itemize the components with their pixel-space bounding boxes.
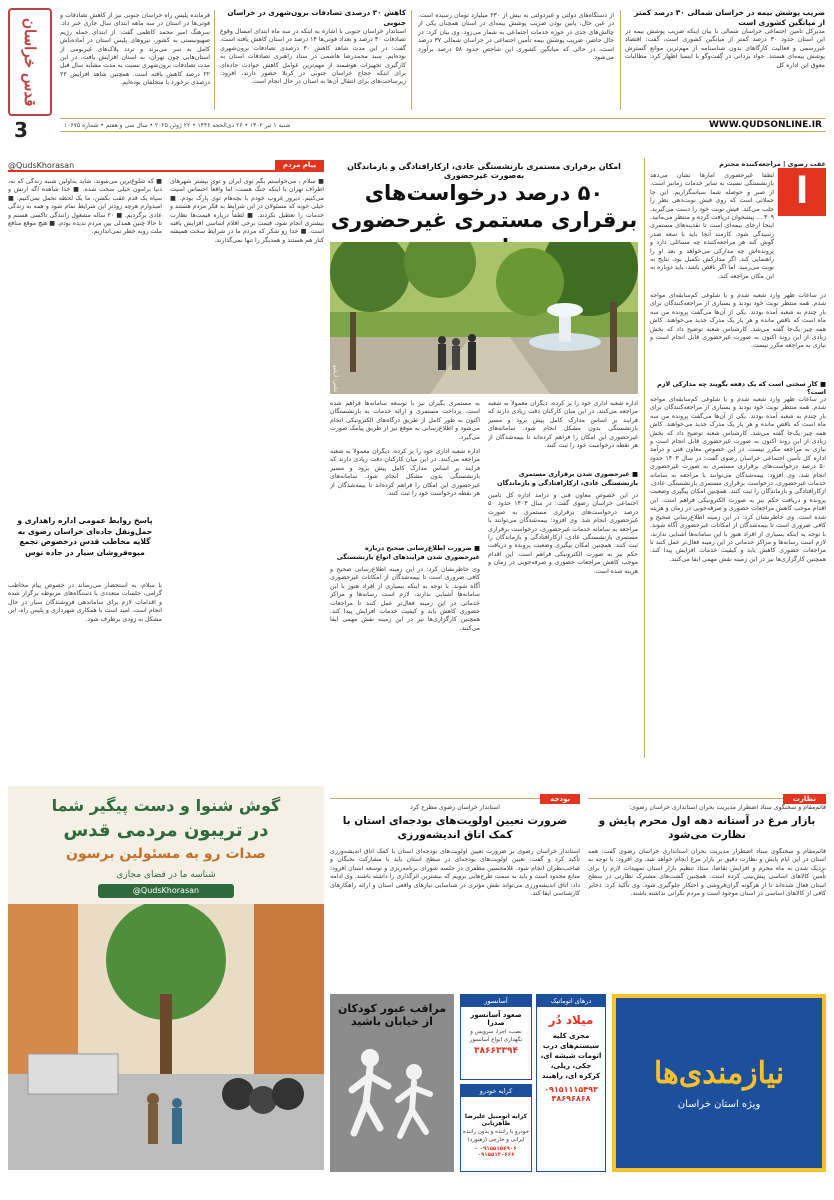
- door-ad-name: میلاد دُر: [548, 1013, 594, 1027]
- top-article-3-title: کاهش ۳۰ درصدی تصادفات برون‌شهری در خراسان جنوبی: [227, 8, 406, 27]
- door-ad: [536, 994, 606, 1172]
- masthead-logo: [8, 8, 52, 116]
- nezarat-body: قائم‌مقام و سخنگوی ستاد اضطرار مدیریت بحران استانداری خراسان رضوی گفت: همه استان در این ایام پایش و نظارت دقیق بر بازار مرغ انجام خواهد شد. وی افزود: با توجه به نزدیک شدن به ماه محرم و افزایش تقاضا، ستاد تنظیم بازار استان تمهیدات لازم را برای تأمین کالاهای اساسی پیش‌بینی کرده است. همچنین گشت‌های مشترک نظارتی در سطح استان فعال شده‌اند تا از هرگونه گران‌فروشی و احتکار جلوگیری شود. وی تأکید کرد: ذخایر کافی از کالاهای اساسی در استان موجود است و مردم نگرانی نداشته باشند.: [588, 848, 826, 898]
- budget-kicker: استاندار خراسان رضوی مطرح کرد: [410, 804, 500, 811]
- budget-headline: ضرورت تعیین اولویت‌های بودجه‌ای استان با کمک اتاق اندیشه‌ورزی: [342, 815, 568, 841]
- promo-line1: گوش شنوا و دست پیگیر شما: [51, 796, 281, 815]
- promo-handle[interactable]: @QudsKhorasan: [98, 884, 234, 898]
- niazmandiha-ad: [612, 994, 826, 1172]
- children-crossing-ad: [330, 994, 454, 1172]
- car-ad-desc: خودرو با راننده و بدون راننده ایرانی و خارجی (رهنورد): [462, 1129, 529, 1143]
- lead-headline: ۵۰ درصد درخواست‌های برقراری مستمری غیرحضوری: [330, 181, 638, 232]
- people-col-right: ■ سلام ، می‌خواستم بگم توی ایران و توی بیشتر شهرهای اطراف تهران یا اینکه جنگ هست، اما واقعاً احساس امنیت می‌کنیم. دیروز غروب خودم با بچه‌هام توی پارک بودم. ■ خیلی خوبه که مسئولان در این شرایط به فکر مردم هستند و خدمات را تعطیل نکردند. ■ لطفاً درباره قیمت‌ها نظارت بیشتری انجام شود، قیمت برخی اقلام اساسی افزایش یافته است. ■ خدا رو شکر که مردم ما در شرایط سخت همیشه کنار هم هستند و همدیگر را تنها نمی‌گذارند.: [170, 178, 324, 244]
- car-ad-name: کرایه اتومبیل علیرضا طاهریانی: [464, 1113, 528, 1127]
- elevator-ad-desc: نصب، اجرا، سرویس و نگهداری انواع آسانسور: [469, 1029, 523, 1043]
- lead-byline: غفت رضوی | مراجعه‌کننده محترم: [719, 160, 826, 168]
- door-ad-label: درهای اتوماتیک: [537, 995, 605, 1007]
- people-column-handle[interactable]: @QudsKhorasan: [8, 161, 75, 170]
- lead-col1-text-cont: در ساعات ظهر وارد شعبه شدم و با شلوغی کم‌سابقه‌ای مواجه شدم. همه منتظر نوبت خود بودند و بسیاری از مراجعه‌کنندگان برای بار چندم به شعبه آمده بودند. یکی از آن‌ها می‌گفت پرونده من سه ماه است که ناقص مانده و هر بار یک مدرک جدید می‌خواهند. کاش همه چیز یک‌جا گفته می‌شد. کارشناس شعبه توضیح داد که بخش زیادی از این روند اکنون به صورت غیرحضوری قابل انجام است و نیازی به مراجعه مکرر نیست.: [650, 292, 826, 350]
- nezarat-section-bar: [588, 786, 826, 803]
- logo-text: قدس خراسان: [21, 17, 39, 107]
- promo-banner: [8, 786, 324, 1170]
- top-article-4-body: فرمانده پلیس راه خراسان جنوبی نیز از کاهش تصادفات و فوتی‌ها در استان در سه ماهه ابتدای سال جاری خبر داد. سرهنگ امیر محمد کاظمی گفت: از ابتدای حمله رژیم صهیونیستی به کشور، نیروهای پلیس استان در آماده‌باش کامل به سر می‌برند و تردد پلاک‌های غیربومی از استان‌هایی چون تهران، به استان افزایش یافت، در این مدت تصادفات برون‌شهری نسبت به مدت مشابه سال قبل ۲۲ درصد کاهش یافته است. همچنین شاهد افزایش ۲۲ درصدی برخورد با متخلفان بوده‌ایم.: [60, 12, 210, 87]
- top-article-3-body: استاندار خراسان جنوبی با اشاره به اینکه در سه ماه ابتدای امسال وقوع تصادفات ۳۰ درصد و تعداد فوتی‌ها ۱۴ درصد در استان کاهش یافته است، گفت: در این مدت شاهد کاهش ۳۰ درصدی تصادفات برون‌شهری بوده‌ایم. سید محمدرضا هاشمی در ستاد راهبری تصادفات استان به کارگیری تجهیزات هوشمند از مهم‌ترین عوامل کاهش حوادث جاده‌ای برای اینکه حجاج خراسان جنوبی در کربلا حضور دارند، افزود: زیرساخت‌های برای انتقال آن‌ها به استان در حال انجام است.: [220, 28, 406, 86]
- niazmandiha-sub: ویژه استان خراسان: [677, 1099, 761, 1110]
- top-article-2: [418, 12, 614, 112]
- lead-col1-text: لطفاً غیرحضوری آمارها نشان می‌دهد بازنشستگی نسبت به سایر خدمات زمانبر است. از صبر و حوصله شما سپاسگزاریم. این جا جملاتی است که روی فیش نوبت‌دهی نظر را جلب می‌کند. فیش نوبت خود را دست می‌گیرید، ۳۰۹ ... پیشخوان دریافت کرده و منتظر می‌مانید. اینجا ارجای بیمه‌ای است تا نقدینه‌های مستمری رسیدگی شود. کارمند آنجا باید با سعه صدر گوش کند هر مراجعه‌کننده چه مسائلی دارد و پرونده‌اش چه مدارکی می‌خواهد و بعد او را راهنمایی کند. اگر مدارکش تکمیل بود، نتایج به نوبت می‌رسد. اما اگر ناقص باشد، باید دوباره به این مکان مراجعه کند.: [650, 172, 774, 280]
- top-article-4: [60, 12, 210, 112]
- people-column-header: [8, 158, 324, 172]
- lead-col2-text: اداره شعبه اداری خود را پر کرده، دیگران معمولاً به شعبه مراجعه می‌کنند. در این میان کارکنان دقت زیادی دارند که فرایند بر اساس مدارک کامل پیش برود و مسیر بازنشستگی بدون مشکل انجام شود. سامانه‌های غیرحضوری این امکان را فراهم کرده‌اند تا بیمه‌شدگان از هر نقطه درخواست خود را ثبت کنند.: [488, 400, 638, 450]
- page-number: 3: [14, 118, 28, 142]
- kids-ad-line1: مراقب عبور کودکان: [337, 1002, 447, 1015]
- lead-col3-subhead: ■ ضرورت اطلاع‌رسانی صحیح درباره غیرحضوری شدن فرایندهای انواع بازنشستگی: [336, 544, 480, 561]
- door-ad-phone1[interactable]: ۰۹۱۵۱۱۱۵۴۹۳: [544, 1085, 598, 1094]
- nezarat-section-label: نظارت: [783, 794, 826, 804]
- dateline-bar: [60, 118, 826, 132]
- nezarat-kicker: قائم‌مقام و سخنگوی ستاد اضطرار مدیریت بحران استانداری خراسان رضوی:: [629, 804, 826, 811]
- photo-credit: عکس: آرشیو: [332, 364, 338, 392]
- lead-drop-letter: ا: [778, 168, 826, 216]
- car-ad-label: کرایه خودرو: [461, 1085, 531, 1097]
- top-article-1-title: ضریب پوشش بیمه در خراسان شمالی ۳۰ درصد کمتر از میانگین کشوری است: [634, 8, 825, 27]
- lead-col2-subhead: ■ غیرحضوری شدن برقراری مستمری بازنشستگی عادی، ازکارافتادگی و بازماندگان: [497, 470, 638, 487]
- people-column-label: پیام مردم: [275, 160, 324, 170]
- promo-line2: در تریبون مردمی قدس: [63, 820, 269, 841]
- lead-col2-text-b: در این خصوص معاون فنی و درآمد اداره کل تأمین اجتماعی خراسان رضوی گفت: در سال ۱۴۰۳ حدود ۵۰ درصد درخواست‌های برقراری مستمری به صورت غیرحضوری انجام شد. وی افزود: بیمه‌شدگان می‌توانند با مراجعه به سامانه خدمات غیرحضوری، درخواست برقراری مستمری بازنشستگی عادی، ازکارافتادگی و بازماندگان را ثبت کنند. همچنین امکان پیگیری وضعیت پرونده و دریافت حکم نیز به صورت الکترونیکی فراهم است. این اقدام موجب کاهش مراجعات حضوری و صرفه‌جویی در زمان و هزینه شده است.: [488, 492, 638, 575]
- elevator-ad-label: آسانسور: [461, 995, 531, 1007]
- promo-street-illustration: [8, 904, 324, 1170]
- top-article-2-body: از دستگاه‌های دولتی و غیردولتی به بیش از ۲۳۰ میلیارد تومان رسیده است. در عین حال، پایین بودن ضریب پوشش بیمه‌ای در استان همچنان یکی از چالش‌های جدی در حوزه خدمات اجتماعی به شمار می‌رود. وی بیان کرد: در حال حاضر، ضریب پوشش بیمه تأمین اجتماعی در خراسان شمالی ۳۷ درصد است، در حالی که میانگین کشوری این شاخص حدود ۵۸ درصد برآورد می‌شود.: [418, 12, 614, 62]
- promo-line4: شناسه ما در فضای مجازی: [116, 870, 216, 880]
- lead-col3-text-b: وی خاطرنشان کرد: در این زمینه اطلاع‌رسانی صحیح و کافی ضروری است تا بیمه‌شدگان از امکانات غیرحضوری آگاه شوند. با توجه به اینکه بسیاری از افراد هنوز با این سامانه‌ها آشنایی ندارند، لازم است رسانه‌ها و مراکز خدماتی در این زمینه فعال‌تر عمل کنند تا مراجعات حضوری کاهش یابد و کیفیت خدمات افزایش پیدا کند. همچنین کارگزاری‌ها نیز در این زمینه نقش مهمی ایفا می‌کنند.: [330, 566, 480, 632]
- car-ad-phone[interactable]: ۰۹۱۵۵۱۵۶۹۰۶ - ۰۹۱۵۵۱۴۰۶۶۶: [475, 1146, 517, 1158]
- people-sub-body: با سلام، به استحضار می‌رساند در خصوص پیام مخاطب گرامی، جلسات متعددی با دستگاه‌های مربوطه برگزار شده و اقدامات لازم برای ساماندهی فروشندگان سیار در حال انجام است. امید است با همکاری شهرداری و پلیس راه، این مشکل به زودی برطرف شود.: [8, 582, 162, 623]
- elevator-ad-name: صعود آسانسور صدرا: [470, 1011, 522, 1027]
- lead-photo: [330, 242, 638, 394]
- park-fountain-illustration: [330, 242, 638, 394]
- elevator-ad-phone[interactable]: ۳۸۶۶۳۳۹۴: [474, 1046, 518, 1056]
- children-crossing-icon: [330, 1028, 454, 1158]
- elevator-ad: [460, 994, 532, 1080]
- promo-line3: صدات رو به مسئولین برسون: [66, 846, 266, 862]
- lead-col1-text-b: در ساعات ظهر وارد شعبه شدم و با شلوغی کم‌سابقه‌ای مواجه شدم. همه منتظر نوبت خود بودند و بسیاری از مراجعه‌کنندگان برای بار چندم به شعبه آمده بودند. یکی از آن‌ها می‌گفت پرونده من سه ماه است که ناقص مانده و هر بار یک مدرک جدید می‌خواهند. کاش همه چیز یک‌جا گفته می‌شد. کارشناس شعبه توضیح داد که بخش زیادی از این روند اکنون به صورت غیرحضوری قابل انجام است و نیازی به مراجعه مکرر نیست. در این خصوص معاون فنی و درآمد اداره کل تأمین اجتماعی خراسان رضوی گفت: در سال ۱۴۰۳ حدود ۵۰ درصد درخواست‌های برقراری مستمری به صورت غیرحضوری انجام شد. وی افزود: بیمه‌شدگان می‌توانند با مراجعه به سامانه خدمات غیرحضوری، درخواست برقراری مستمری بازنشستگی عادی، ازکارافتادگی و بازماندگان را ثبت کنند. همچنین امکان پیگیری وضعیت پرونده و دریافت حکم نیز به صورت الکترونیکی فراهم است. این اقدام موجب کاهش مراجعات حضوری و صرفه‌جویی در زمان و هزینه شده است. وی خاطرنشان کرد: در این زمینه اطلاع‌رسانی صحیح و کافی ضروری است تا بیمه‌شدگان از امکانات غیرحضوری آگاه شوند. با توجه به اینکه بسیاری از افراد هنوز با این سامانه‌ها آشنایی ندارند، لازم است رسانه‌ها و مراکز خدماتی در این زمینه فعال‌تر عمل کنند تا مراجعات حضوری کاهش یابد و کیفیت خدمات افزایش پیدا کند. همچنین کارگزاری‌ها نیز در این زمینه نقش مهمی ایفا می‌کنند.: [650, 396, 826, 563]
- budget-section-bar: [330, 786, 580, 803]
- budget-body: استاندار خراسان رضوی بر ضرورت تعیین اولویت‌های بودجه‌ای استان با کمک اتاق اندیشه‌ورزی تأکید کرد و گفت: تعیین اولویت‌های بودجه‌ای در سطح استان باید با مشارکت نخبگان و صاحب‌نظران انجام شود. غلامحسین مظفری در جلسه شورای برنامه‌ریزی و توسعه استان افزود: منابع محدود است و باید به سمت طرح‌هایی برویم که بیشترین اثرگذاری را داشته باشند. وی ادامه داد: اتاق اندیشه‌ورزی می‌تواند نقش مؤثری در شناسایی نیازهای واقعی استان و ارائه راهکارهای کارشناسی ایفا کند.: [330, 848, 580, 898]
- door-ad-phone2[interactable]: ۳۸۶۹۶۸۶۸: [551, 1094, 591, 1103]
- website-link[interactable]: WWW.QUDSONLINE.IR: [708, 120, 822, 130]
- door-ad-desc: مجری کلیه سیستم‌های درب اتومات شیشه ای، جکی، ریلی، کرکره ای، راهبند: [540, 1032, 602, 1080]
- kids-ad-line2: از خیابان باشید: [351, 1015, 433, 1028]
- people-sub-headline: پاسخ روابط عمومی اداره راهداری و حمل‌ونقل جاده‌ای خراسان رضوی به گلایه مخاطب قدس درخصوص تجمع میوه‌فروشان سیار در جاده توس: [17, 516, 153, 557]
- top-article-1: [625, 8, 825, 114]
- top-article-3: [220, 8, 406, 114]
- budget-section-label: بودجه: [540, 794, 580, 804]
- lead-col3-text-c: اداره شعبه اداری خود را پر کرده، دیگران معمولاً به شعبه مراجعه می‌کنند. در این میان کارکنان دقت زیادی دارند که فرایند بر اساس مدارک کامل پیش برود و مسیر بازنشستگی بدون مشکل انجام شود. سامانه‌های غیرحضوری این امکان را فراهم کرده‌اند تا بیمه‌شدگان از هر نقطه درخواست خود را ثبت کنند.: [330, 448, 480, 498]
- niazmandiha-title: نیازمندی‌ها: [653, 1056, 785, 1091]
- people-col-left: ■ که شلوغ‌ترین می‌شوند. شاید به‌اولین شنبه زندگی که نه، دنیا برامون خیلی سخت شده. ■ خدا شاهده اگه ارتش و سپاه یک قدم عقب بکشن، ما یک لحظه تحمل نمی‌کنیم. ■ امیدوارم هرچه زودتر این شرایط تمام شود و همه به زندگی عادی برگردیم. ■ ۲۰ ساله مشغول رانندگی تاکسی هستم و تا حالا چنین همدلی بین مردم ندیده بودم. ■ هیچ موقع منافع ملت روبه خطر نمی‌اندازیم.: [8, 178, 162, 236]
- nezarat-headline: بازار مرغ در آستانه دهه اول محرم پایش و نظارت می‌شود: [598, 815, 816, 841]
- car-ad: [460, 1084, 532, 1172]
- top-article-1-body: مدیرکل تأمین اجتماعی خراسان شمالی با بیان اینکه ضریب پوشش بیمه در این استان حدود ۳۰ درصد کمتر از میانگین کشوری است، گفت: اقتصاد غیررسمی و فعالیت کارگاهای بدون شناسنامه از مهم‌ترین موانع گسترش پوشش بیمه‌ای هستند. جواد یزدانی در گفت‌وگو با ایسنا اظهار کرد: مطالبات معوق این اداره کل: [625, 28, 825, 69]
- dateline: شنبه ۱ تیر ۱۴۰۲ • ۲۶ ذی‌الحجه ۱۴۴۶ • ۲۲ ژوئن ۲۰۲۵ • سال سی و هفتم • شماره ۱۰۶۷۵: [64, 121, 291, 129]
- lead-col3-text: به مستمری بگیران نیز با توسعه سامانه‌ها فراهم شده است. پرداخت مستمری و ارائه خدمات به بازنشستگان اکنون به طور کامل از طریق درگاه‌های الکترونیکی انجام می‌شود و اطلاع‌رسانی به موقع نیز از طریق پیامک صورت می‌گیرد.: [330, 400, 480, 441]
- lead-kicker: امکان برقراری مستمری بازنشستگی عادی، ازکارافتادگی و بازماندگان به‌صورت غیرحضوری: [347, 162, 621, 180]
- lead-col1-subhead: ■ کار سختی است که یک دفعه بگویند چه مدارکی لازم است؟: [657, 380, 826, 396]
